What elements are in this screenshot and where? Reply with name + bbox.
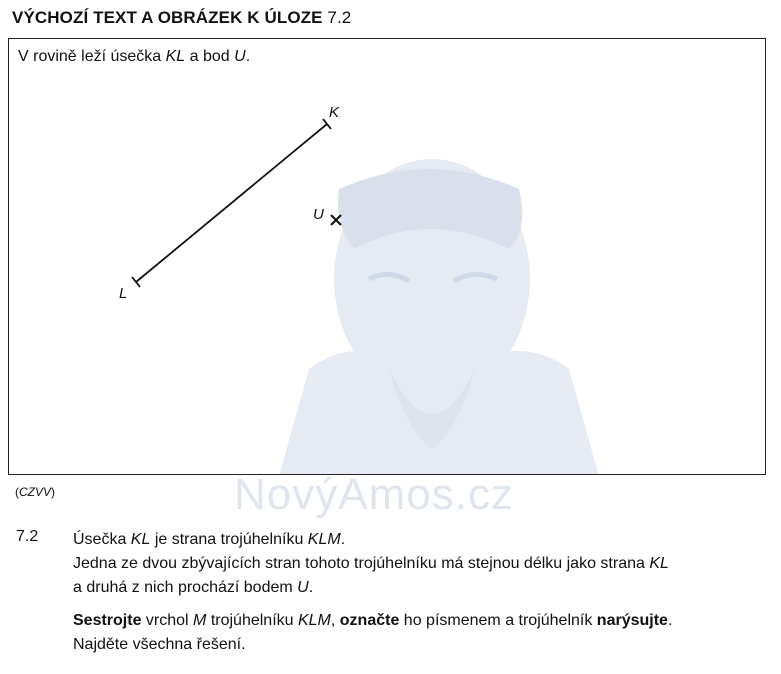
portrait-watermark <box>279 159 599 475</box>
task-line-2: Jedna ze dvou zbývajících stran tohoto trojúhelníku má stejnou délku jako strana KL <box>73 555 669 572</box>
geometry-figure <box>9 39 766 475</box>
site-watermark: NovýAmos.cz <box>234 470 514 519</box>
task-text <box>73 528 763 657</box>
section-header <box>12 8 351 28</box>
task-line-3: a druhá z nich prochází bodem U. <box>73 579 314 596</box>
task-instruction: Sestrojte vrchol M trojúhelníku KLM, označte ho písmenem a trojúhelník narýsujte. <box>73 612 673 629</box>
task-line-1: Úsečka KL je strana trojúhelníku KLM. <box>73 531 346 548</box>
task-number: 7.2 <box>16 528 39 545</box>
segment-kl <box>136 124 327 282</box>
label-k: K <box>329 104 340 121</box>
figure-box <box>8 38 766 475</box>
source-credit: (CZVV) <box>15 485 56 499</box>
figure-intro: V rovině leží úsečka KL a bod U. <box>18 48 251 65</box>
label-l: L <box>119 285 128 302</box>
label-u: U <box>313 206 324 223</box>
section-title: VÝCHOZÍ TEXT A OBRÁZEK K ÚLOZE <box>12 8 323 27</box>
tick-l <box>132 277 140 287</box>
task-instruction-2: Najděte všechna řešení. <box>73 636 246 653</box>
section-task-number: 7.2 <box>327 8 352 27</box>
